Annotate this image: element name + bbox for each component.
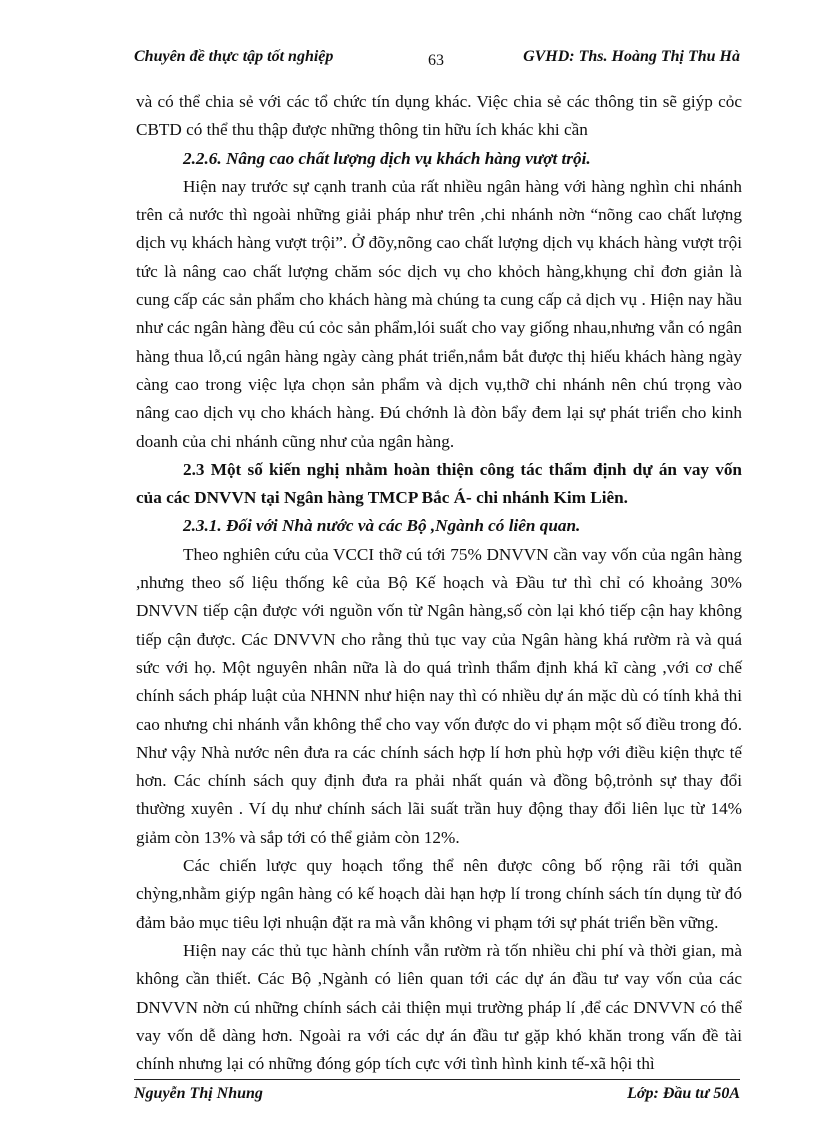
paragraph: Các chiến lược quy hoạch tổng thể nên được công bố rộng rãi tới quần chỳng,nhằm giýp ngân hàng có kế hoạch dài hạn hợp lí trong chính sách tín dụng từ đó đảm bảo mục tiêu lợi nhuận đặt ra mà vẫn không vi phạm tới sự phát triển bền vững. [136, 856, 742, 932]
header-supervisor: GVHD: Ths. Hoàng Thị Thu Hà [523, 48, 740, 65]
paragraph: Hiện nay các thủ tục hành chính vẫn rườm rà tốn nhiều chi phí và thời gian, mà không cần thiết. Các Bộ ,Ngành có liên quan tới các dự án đầu tư vay vốn của các DNVVN nờn cú những chính sách cải thiện mụi trường pháp lí ,để các DNVVN có thể vay vốn dễ dàng hơn. Ngoài ra với các dự án đầu tư gặp khó khăn trong vấn đề tài chính nhưng lại có những đóng góp tích cực với tình hình kinh tế-xã hội thì [136, 940, 742, 1074]
paragraph: Theo nghiên cứu của VCCI thỡ cú tới 75% DNVVN cần vay vốn của ngân hàng ,nhưng theo số liệu thống kê của Bộ Kế hoạch và Đầu tư thì chỉ có khoảng 30% DNVVN tiếp cận được với nguồn vốn từ Ngân hàng,số còn lại khó tiếp cận hay không tiếp cận được. Các DNVVN cho rằng thủ tục vay của Ngân hàng khá rườm rà và quá sức với họ. Một nguyên nhân nữa là do quá trình thẩm định khá kĩ càng ,với cơ chế chính sách pháp luật của NHNN như hiện nay thì có nhiều dự án mặc dù có tính khả thi cao nhưng chi nhánh vẫn không thể cho vay vốn được do vi phạm một số điều trong đó. Như vậy Nhà nước nên đưa ra các chính sách hợp lí hơn phù hợp với điều kiện thực tế hơn. Các chính sách quy định đưa ra phải nhất quán và đồng bộ,trỏnh sự thay đổi thường xuyên . Ví dụ như chính sách lãi suất trần huy động thay đổi liên lục từ 14% giảm còn 13% và sắp tới có thể giảm còn 12%. [136, 544, 742, 847]
footer-class: Lớp: Đầu tư 50A [627, 1085, 740, 1102]
section-heading-2-2-6: 2.2.6. Nâng cao chất lượng dịch vụ khách hàng vượt trội. [183, 148, 591, 168]
body-text [136, 88, 742, 1078]
page-number: 63 [428, 52, 444, 69]
footer-author: Nguyễn Thị Nhung [134, 1085, 263, 1102]
section-heading-2-3-1: 2.3.1. Đối với Nhà nước và các Bộ ,Ngành có liên quan. [183, 516, 581, 536]
paragraph-continuation: và có thể chia sẻ với các tổ chức tín dụng khác. Việc chia sẻ các thông tin sẽ giýp cỏc CBTD có thể thu thập được những thông tin hữu ích khác khi cần [136, 92, 742, 140]
paragraph: Hiện nay trước sự cạnh tranh của rất nhiều ngân hàng với hàng nghìn chi nhánh trên cả nước thì ngoài những giải pháp như trên ,chi nhánh nờn “nõng cao chất lượng dịch vụ khách hàng vượt trội”. Ở đõy,nõng cao chất lượng dịch vụ khách hàng vượt trội tức là nâng cao chất lượng chăm sóc dịch vụ cho khỏch hàng,khụng chỉ đơn giản là cung cấp các sản phẩm cho khách hàng mà chúng ta cung cấp cả dịch vụ . Hiện nay hầu như các ngân hàng đều cú cỏc sản phẩm,lói suất cho vay giống nhau,nhưng vẫn có ngân hàng thua lỗ,cú ngân hàng ngày càng phát triển,nắm bắt được thị hiếu khách hàng ngày càng cao trong việc lựa chọn sản phẩm và dịch vụ,thỡ chi nhánh nên chú trọng vào nâng cao dịch vụ cho khách hàng. Đú chớnh là đòn bẩy đem lại sự phát triển cho kinh doanh của chi nhánh cũng như của ngân hàng. [136, 176, 742, 451]
page-footer [134, 1085, 740, 1109]
section-heading-2-3: 2.3 Một số kiến nghị nhằm hoàn thiện công tác thẩm định dự án vay vốn của các DNVVN tại Ngân hàng TMCP Bắc Á- chi nhánh Kim Liên. [136, 459, 742, 508]
header-title: Chuyên đề thực tập tốt nghiệp [134, 48, 334, 65]
page-header [134, 48, 740, 74]
footer-divider [134, 1079, 740, 1080]
